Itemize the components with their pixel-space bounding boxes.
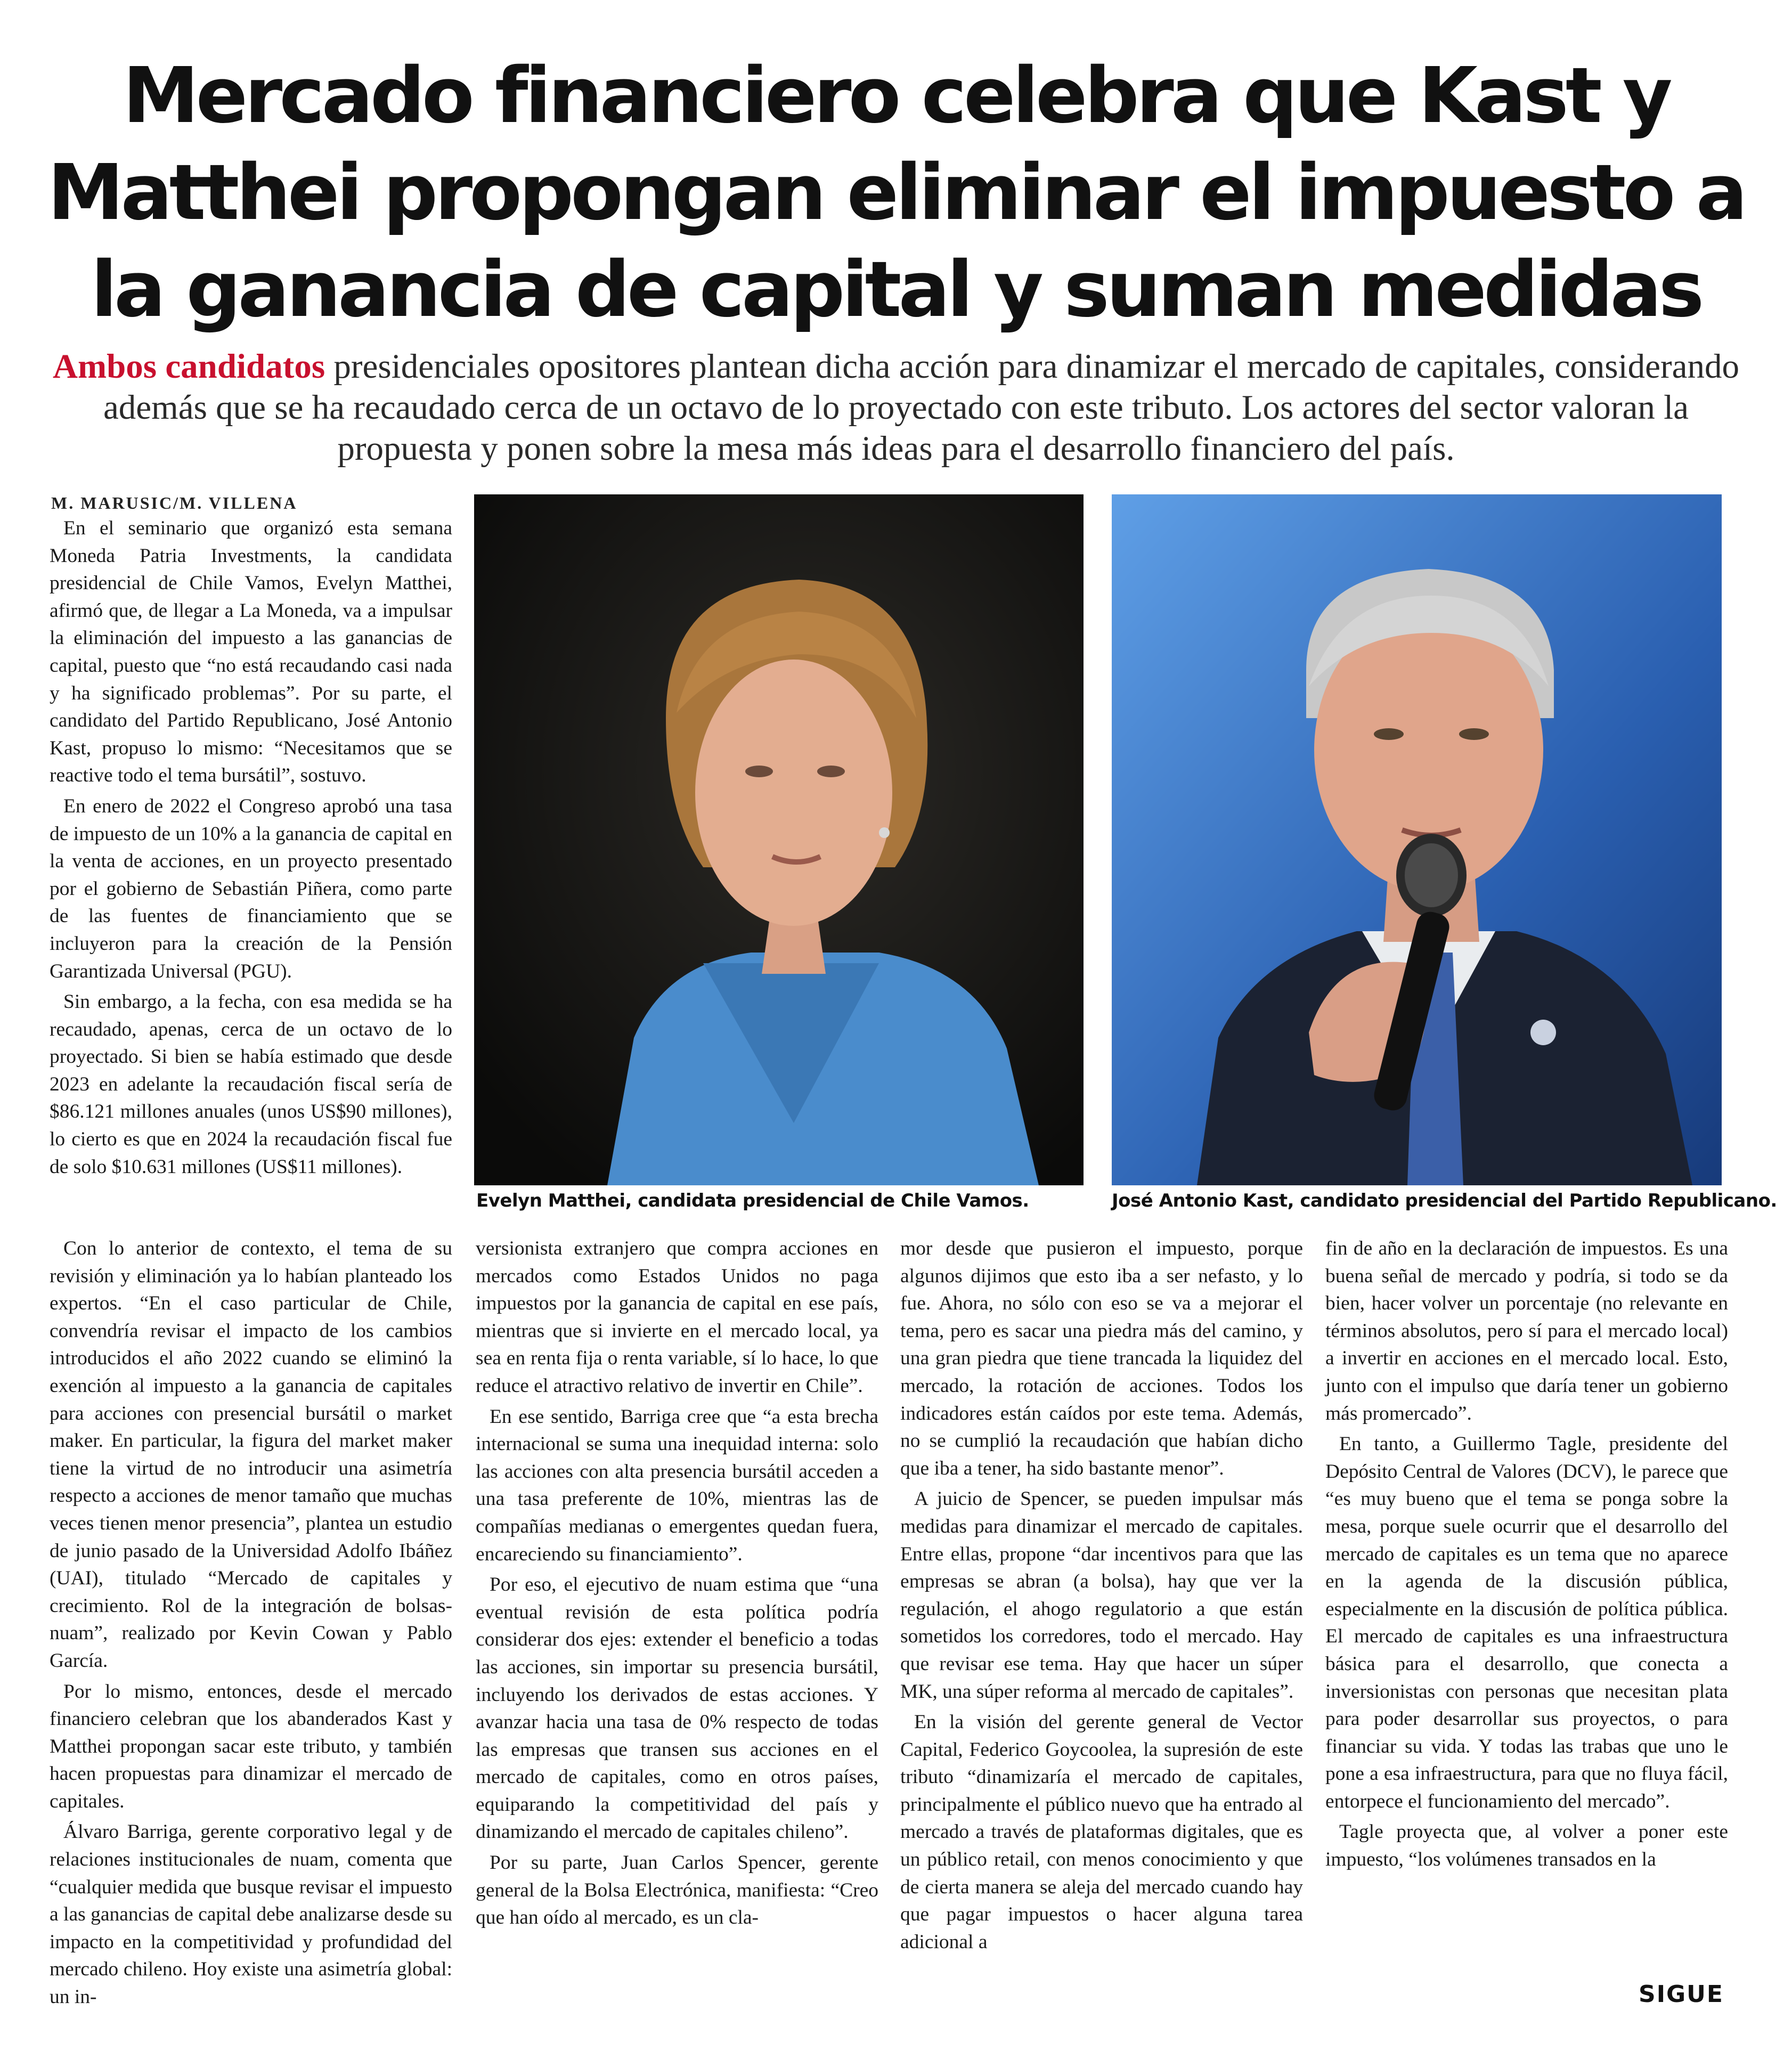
paragraph: Tagle proyecta que, al volver a poner este impuesto, “los volúmenes transados en la (1325, 1821, 1728, 1871)
photo-kast-image (1112, 494, 1722, 1185)
paragraph: Por su parte, Juan Carlos Spencer, gerente general de la Bolsa Electrónica, manifiesta: “Creo que han oído al mercado, es un cla- (476, 1852, 878, 1929)
article-column-3 (900, 1235, 1303, 1959)
paragraph: A juicio de Spencer, se pueden impulsar más medidas para dinamizar el mercado de capitales. Entre ellas, propone “dar incentivos para que las empresas se abran (a bolsa), hay que ver la regulación, el ahogo regulatorio a que están sometidos los corredores, todo el mercado. Hay que revisar ese tema. Hay que hacer un súper MK, una súper reforma al mercado de capitales”. (900, 1488, 1303, 1703)
paragraph: versionista extranjero que compra acciones en mercados como Estados Unidos no paga impuestos por la ganancia de capital en ese país, mientras que si invierte en el mercado local, ya sea en renta fija o renta variable, sí lo hace, lo que reduce el atractivo relativo de invertir en Chile”. (476, 1238, 878, 1397)
paragraph: mor desde que pusieron el impuesto, porque algunos dijimos que esto iba a ser nefasto, y lo fue. Ahora, no sólo con eso se va a mejorar el tema, pero es sacar una piedra más del camino, y una gran piedra que tiene trancada la liquidez del mercado, la rotación de acciones. Todos los indicadores están caídos por este tema. Además, no se cumplió la recaudación que habían dicho que iba a tener, ha sido bastante menor”. (900, 1238, 1303, 1479)
byline: M. MARUSIC/M. VILLENA (51, 493, 298, 512)
continued-label: SIGUE (1639, 1981, 1724, 2008)
headline: Mercado financiero celebra que Kast y Matthei propongan eliminar el impuesto a la ganancia de capital y suman medidas (47, 51, 1745, 334)
deck (37, 346, 1755, 469)
photo-matthei (474, 494, 1084, 1185)
paragraph: En ese sentido, Barriga cree que “a esta brecha internacional se suma una inequidad interna: solo las acciones con alta presencia bursátil acceden a una tasa preferente de 10%, mientras las de compañías medianas o emergentes quedan fuera, encareciendo su financiamiento”. (476, 1405, 878, 1565)
paragraph: Álvaro Barriga, gerente corporativo legal y de relaciones institucionales de nuam, comenta que “cualquier medida que busque revisar el impuesto a las ganancias de capital debe analizarse desde su impacto en la competitividad y profundidad del mercado chileno. Hoy existe una asimetría global: un in- (50, 1821, 452, 2008)
paragraph: fin de año en la declaración de impuestos. Es una buena señal de mercado y podría, si todo se da bien, hacer volver un porcentaje (no relevante en términos absolutos, pero sí para el mercado local) a invertir en acciones en el mercado local. Esto, junto con el impulso que daría tener un gobierno más promercado”. (1325, 1238, 1728, 1425)
paragraph: En el seminario que organizó esta semana Moneda Patria Investments, la candidata presidencial de Chile Vamos, Evelyn Matthei, afirmó que, de llegar a La Moneda, va a impulsar la eliminación del impuesto a las ganancias de capital, puesto que “no está recaudando casi nada y ha significado problemas”. Por su parte, el candidato del Partido Republicano, José Antonio Kast, propuso lo mismo: “Necesitamos que se reactive todo el tema bursátil”, sostuvo. (50, 517, 452, 787)
caption-matthei: Evelyn Matthei, candidata presidencial de Chile Vamos. (476, 1190, 1029, 1211)
article-column-1-top (50, 515, 452, 1184)
caption-kast: José Antonio Kast, candidato presidencial del Partido Republicano. (1112, 1190, 1777, 1211)
paragraph: En tanto, a Guillermo Tagle, presidente del Depósito Central de Valores (DCV), le parece que “es muy bueno que el tema se ponga sobre la mesa, porque suele ocurrir que el desarrollo del mercado de capitales es un tema que no aparece en la agenda de la discusión pública, especialmente en la discusión de política pública. El mercado de capitales es una infraestructura básica para el desarrollo, que conecta a inversionistas con personas que necesitan plata para poder desarrollar sus proyectos, o para financiar su vida. Y todas las trabas que uno le pone a esa infraestructura, para que no fluya fácil, entorpece el funcionamiento del mercado”. (1325, 1433, 1728, 1812)
paragraph: Con lo anterior de contexto, el tema de su revisión y eliminación ya lo habían planteado los expertos. “En el caso particular de Chile, convendría revisar el impacto de los cambios introducidos el año 2022 cuando se eliminó la exención al impuesto a la ganancia de capitales para acciones con presencial bursátil o market maker. En particular, la figura del market maker tiene la virtud de no introducir una asimetría respecto a acciones de menor tamaño que muchas veces tienen menor presencia”, plantea un estudio de junio pasado de la Universidad Adolfo Ibáñez (UAI), titulado “Mercado de capitales y crecimiento. Rol de la integración de bolsas-nuam”, realizado por Kevin Cowan y Pablo García. (50, 1238, 452, 1672)
photo-kast (1112, 494, 1722, 1185)
photo-matthei-image (474, 494, 1084, 1185)
article-column-4 (1325, 1235, 1728, 1877)
deck-text: presidenciales opositores plantean dicha acción para dinamizar el mercado de capitales, considerando además que se ha recaudado cerca de un octavo de lo proyectado con este tributo. Los actores del sector valoran la propuesta y ponen sobre la mesa más ideas para el desarrollo financiero del país. (103, 347, 1739, 468)
paragraph: Por eso, el ejecutivo de nuam estima que “una eventual revisión de esta política podría considerar dos ejes: extender el beneficio a todas las acciones, sin importar su presencia bursátil, incluyendo los derivados de estas acciones. Y avanzar hacia una tasa de 0% respecto de todas las empresas que transen sus acciones en el mercado de capitales, como en otros países, equiparando la competitividad del país y dinamizando el mercado de capitales chileno”. (476, 1574, 878, 1843)
article-column-2 (476, 1235, 878, 1935)
paragraph: Sin embargo, a la fecha, con esa medida se ha recaudado, apenas, cerca de un octavo de lo proyectado. Si bien se había estimado que desde 2023 en adelante la recaudación fiscal sería de $86.121 millones anuales (unos US$90 millones), lo cierto es que en 2024 la recaudación fiscal fue de solo $10.631 millones (US$11 millones). (50, 991, 452, 1178)
paragraph: En la visión del gerente general de Vector Capital, Federico Goycoolea, la supresión de este tributo “dinamizaría el mercado de capitales, principalmente el público nuevo que ha entrado al mercado a través de plataformas digitales, que es un público retail, con menos conocimiento y que de cierta manera se aleja del mercado cuando hay que pagar impuestos o hacer alguna tarea adicional a (900, 1711, 1303, 1953)
paragraph: Por lo mismo, entonces, desde el mercado financiero celebran que los abanderados Kast y Matthei propongan sacar este tributo, y también hacen propuestas para dinamizar el mercado de capitales. (50, 1680, 452, 1812)
article-column-1-bottom (50, 1235, 452, 2014)
deck-lead: Ambos candidatos (53, 347, 325, 386)
paragraph: En enero de 2022 el Congreso aprobó una tasa de impuesto de un 10% a la ganancia de capital en la venta de acciones, en un proyecto presentado por el gobierno de Sebastián Piñera, como parte de las fuentes de financiamiento que se incluyeron para la creación de la Pensión Garantizada Universal (PGU). (50, 795, 452, 982)
